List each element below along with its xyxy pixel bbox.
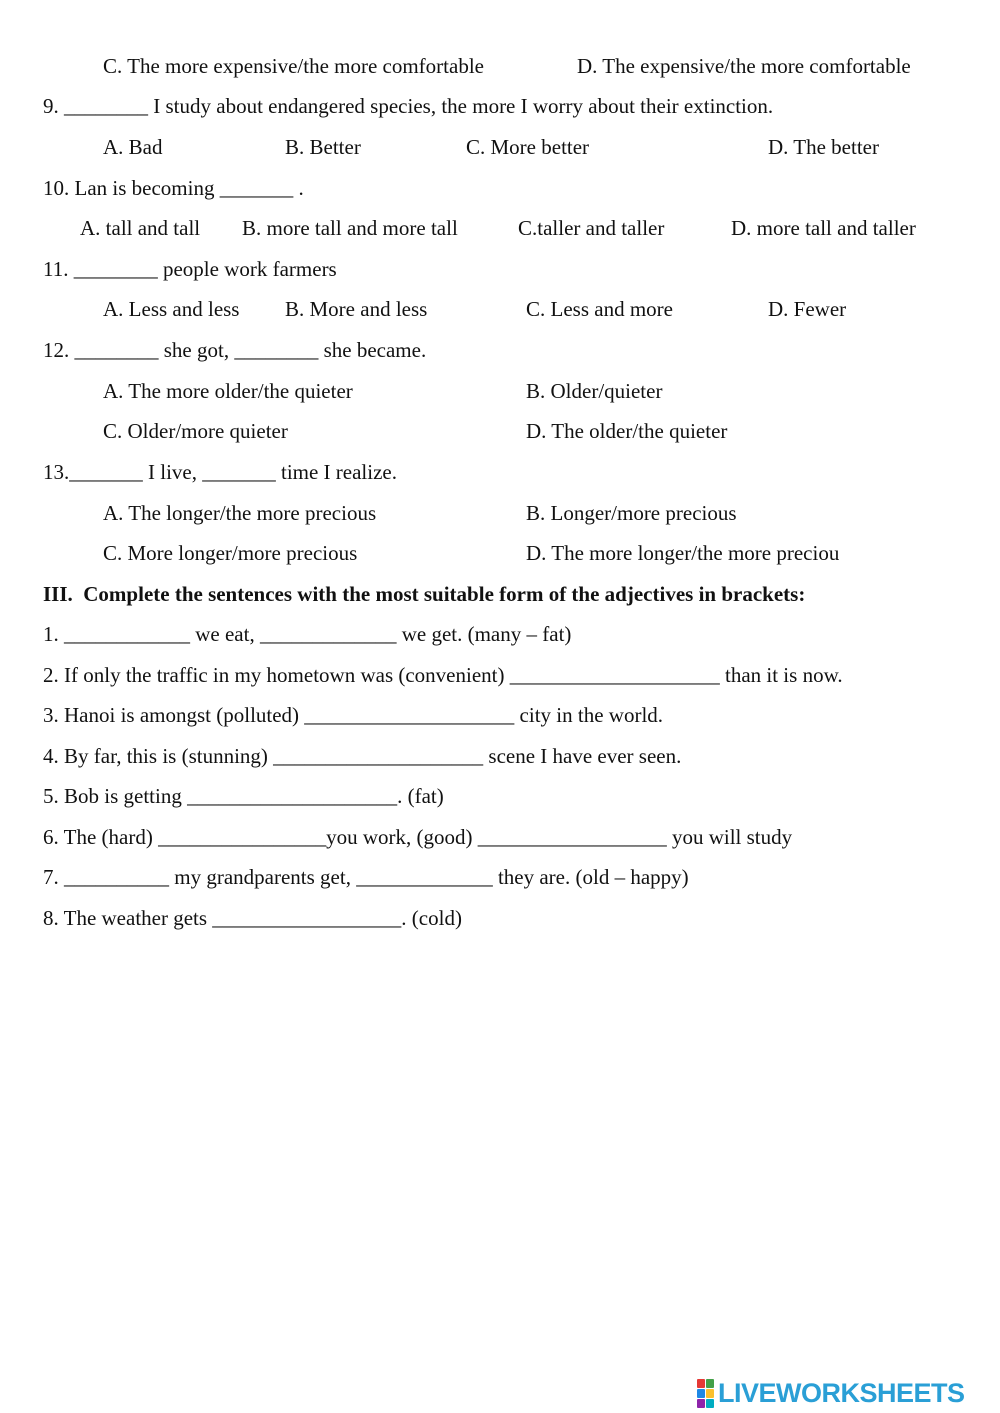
section-3-item-4: 4. By far, this is (stunning) ____________________ scene I have ever seen.	[43, 744, 682, 768]
section-3-item-3: 3. Hanoi is amongst (polluted) ____________________ city in the world.	[43, 703, 664, 727]
logo-text: LIVEWORKSHEETS	[718, 1377, 965, 1408]
q12-option-c: C. Older/more quieter	[103, 419, 288, 443]
q11-option-c: C. Less and more	[526, 297, 673, 321]
q12-option-a: A. The more older/the quieter	[103, 379, 353, 403]
logo-block	[697, 1399, 705, 1408]
q10-option-d: D. more tall and taller	[731, 216, 916, 240]
section-3-item-2: 2. If only the traffic in my hometown was (convenient) ____________________ than it is now.	[43, 663, 843, 687]
logo-block	[697, 1389, 705, 1398]
q10-option-b: B. more tall and more tall	[242, 216, 458, 240]
q9-stem: 9. ________ I study about endangered species, the more I worry about their extinction.	[43, 94, 774, 118]
logo-blocks-icon	[697, 1379, 714, 1408]
section-3-item-6: 6. The (hard) ________________you work, (good) __________________ you will study	[43, 825, 793, 849]
q13-option-b: B. Longer/more precious	[526, 501, 737, 525]
section-3-heading: III. Complete the sentences with the most suitable form of the adjectives in brackets:	[43, 582, 806, 606]
logo-block	[706, 1399, 714, 1408]
q11-stem: 11. ________ people work farmers	[43, 257, 337, 281]
logo-block	[697, 1379, 705, 1388]
q13-option-a: A. The longer/the more precious	[103, 501, 377, 525]
q10-stem: 10. Lan is becoming _______ .	[43, 176, 304, 200]
q9-option-b: B. Better	[285, 135, 361, 159]
q13-stem: 13._______ I live, _______ time I realize.	[43, 460, 397, 484]
section-3-item-5: 5. Bob is getting ____________________. (fat)	[43, 784, 444, 808]
logo-block	[706, 1389, 714, 1398]
section-3-item-7: 7. __________ my grandparents get, _____________ they are. (old – happy)	[43, 865, 689, 889]
q9-option-d: D. The better	[768, 135, 879, 159]
q13-option-c: C. More longer/more precious	[103, 541, 358, 565]
q12-option-d: D. The older/the quieter	[526, 419, 728, 443]
liveworksheets-logo[interactable]	[697, 1378, 965, 1408]
q12-option-b: B. Older/quieter	[526, 379, 663, 403]
q10-option-c: C.taller and taller	[518, 216, 665, 240]
q13-option-d: D. The more longer/the more preciou	[526, 541, 840, 565]
q11-option-d: D. Fewer	[768, 297, 847, 321]
q8-option-c: C. The more expensive/the more comfortable	[103, 54, 484, 78]
logo-block	[706, 1379, 714, 1388]
q9-option-a: A. Bad	[103, 135, 163, 159]
section-3-item-1: 1. ____________ we eat, _____________ we get. (many – fat)	[43, 622, 572, 646]
q10-option-a: A. tall and tall	[80, 216, 201, 240]
q11-option-a: A. Less and less	[103, 297, 240, 321]
q12-stem: 12. ________ she got, ________ she became.	[43, 338, 427, 362]
q9-option-c: C. More better	[466, 135, 590, 159]
q8-option-d: D. The expensive/the more comfortable	[577, 54, 911, 78]
q11-option-b: B. More and less	[285, 297, 428, 321]
section-3-item-8: 8. The weather gets __________________. (cold)	[43, 906, 462, 930]
